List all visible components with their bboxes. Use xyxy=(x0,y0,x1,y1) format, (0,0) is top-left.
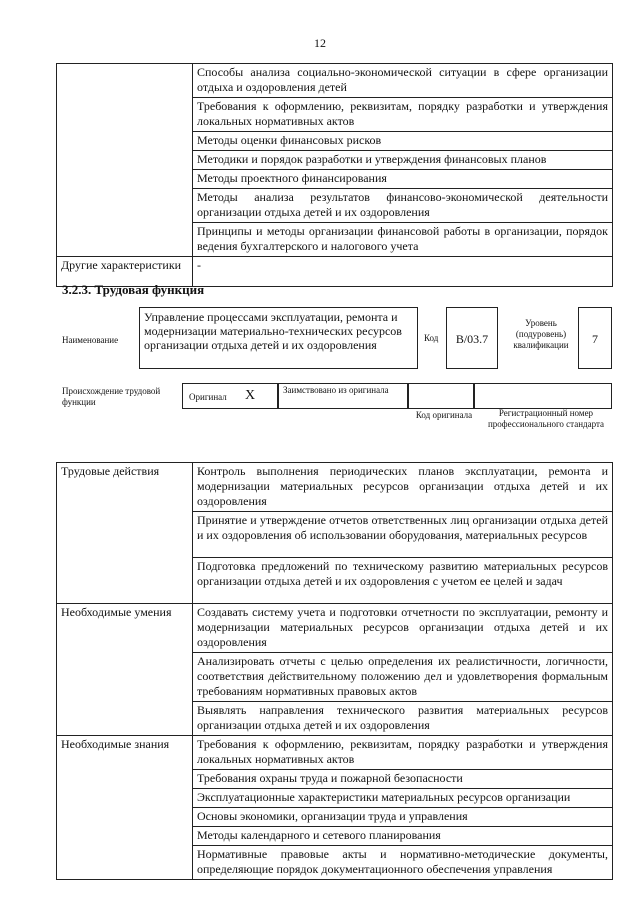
top-table-row: Способы анализа социально-экономической ситуации в сфере организации отдыха и оздоровления детей xyxy=(193,64,613,98)
table-row: Анализировать отчеты с целью определения их реалистичности, логичности, соответствия действительному положению дел и удовлетворения формальным требованиям нормативных правовых актов xyxy=(193,653,613,702)
section-title: 3.2.3. Трудовая функция xyxy=(62,282,205,297)
origin-label: Происхождение трудовой функции xyxy=(62,386,161,407)
top-table-row: Методы анализа результатов финансово-экономической деятельности организации отдыха детей и их оздоровления xyxy=(193,189,613,223)
labor-actions-label: Трудовые действия xyxy=(57,463,193,604)
table-row: Эксплуатационные характеристики материальных ресурсов организации xyxy=(193,789,613,808)
table-row: Методы календарного и сетевого планирования xyxy=(193,827,613,846)
original-cell xyxy=(182,383,278,409)
other-characteristics-label: Другие характеристики xyxy=(57,257,193,287)
original-mark: X xyxy=(245,388,256,403)
required-knowledge-label: Необходимые знания xyxy=(57,736,193,880)
original-code-caption: Код оригинала xyxy=(415,410,473,420)
table-row: Принятие и утверждение отчетов ответственных лиц организации отдыха детей и их оздоровления об использовании оборудования, материальных ресурсов xyxy=(193,512,613,558)
borrowed-cell: Заимствовано из оригинала xyxy=(278,383,408,409)
main-table xyxy=(56,462,613,880)
function-name: Управление процессами эксплуатации, ремонта и модернизации материально-технических ресурсов организации отдыха детей и их оздоровления xyxy=(139,307,418,369)
registration-number-cell xyxy=(474,383,612,409)
table-row: Контроль выполнения периодических планов эксплуатации, ремонта и модернизации материальных ресурсов организации отдыха детей и их оздоровления xyxy=(193,463,613,512)
table-row: Требования к оформлению, реквизитам, порядку разработки и утверждения локальных нормативных актов xyxy=(193,736,613,770)
other-characteristics-value: - xyxy=(193,257,613,287)
table-row: Требования охраны труда и пожарной безопасности xyxy=(193,770,613,789)
table-row: Основы экономики, организации труда и управления xyxy=(193,808,613,827)
table-row: Создавать систему учета и подготовки отчетности по эксплуатации, ремонту и модернизации материальных ресурсов организации отдыха детей и их оздоровления xyxy=(193,604,613,653)
table-row: Выявлять направления технического развития материальных ресурсов организации отдыха детей и их оздоровления xyxy=(193,702,613,736)
name-label: Наименование xyxy=(62,335,119,345)
code-label: Код xyxy=(424,333,439,343)
top-table-row: Методы проектного финансирования xyxy=(193,170,613,189)
top-table xyxy=(56,63,613,287)
top-table-row: Методы оценки финансовых рисков xyxy=(193,132,613,151)
top-table-row: Требования к оформлению, реквизитам, порядку разработки и утверждения локальных нормативных актов xyxy=(193,98,613,132)
table-row: Подготовка предложений по техническому развитию материальных ресурсов организации отдыха детей и их оздоровления с учетом ее целей и задач xyxy=(193,558,613,604)
function-code: В/03.7 xyxy=(446,307,498,369)
top-table-empty-label-cell xyxy=(57,64,193,257)
table-row: Нормативные правовые акты и нормативно-методические документы, определяющие порядок документационного обеспечения управления xyxy=(193,846,613,880)
top-table-row: Принципы и методы организации финансовой работы в организации, порядок ведения бухгалтерского и налогового учета xyxy=(193,223,613,257)
top-table-row: Методики и порядок разработки и утверждения финансовых планов xyxy=(193,151,613,170)
original-code-cell xyxy=(408,383,474,409)
original-label: Оригинал xyxy=(189,392,227,402)
required-skills-label: Необходимые умения xyxy=(57,604,193,736)
level-label: Уровень (подуровень) квалификации xyxy=(513,318,569,350)
registration-number-caption: Регистрационный номер профессионального стандарта xyxy=(487,408,605,429)
page-number: 12 xyxy=(314,36,326,50)
level-value: 7 xyxy=(578,307,612,369)
